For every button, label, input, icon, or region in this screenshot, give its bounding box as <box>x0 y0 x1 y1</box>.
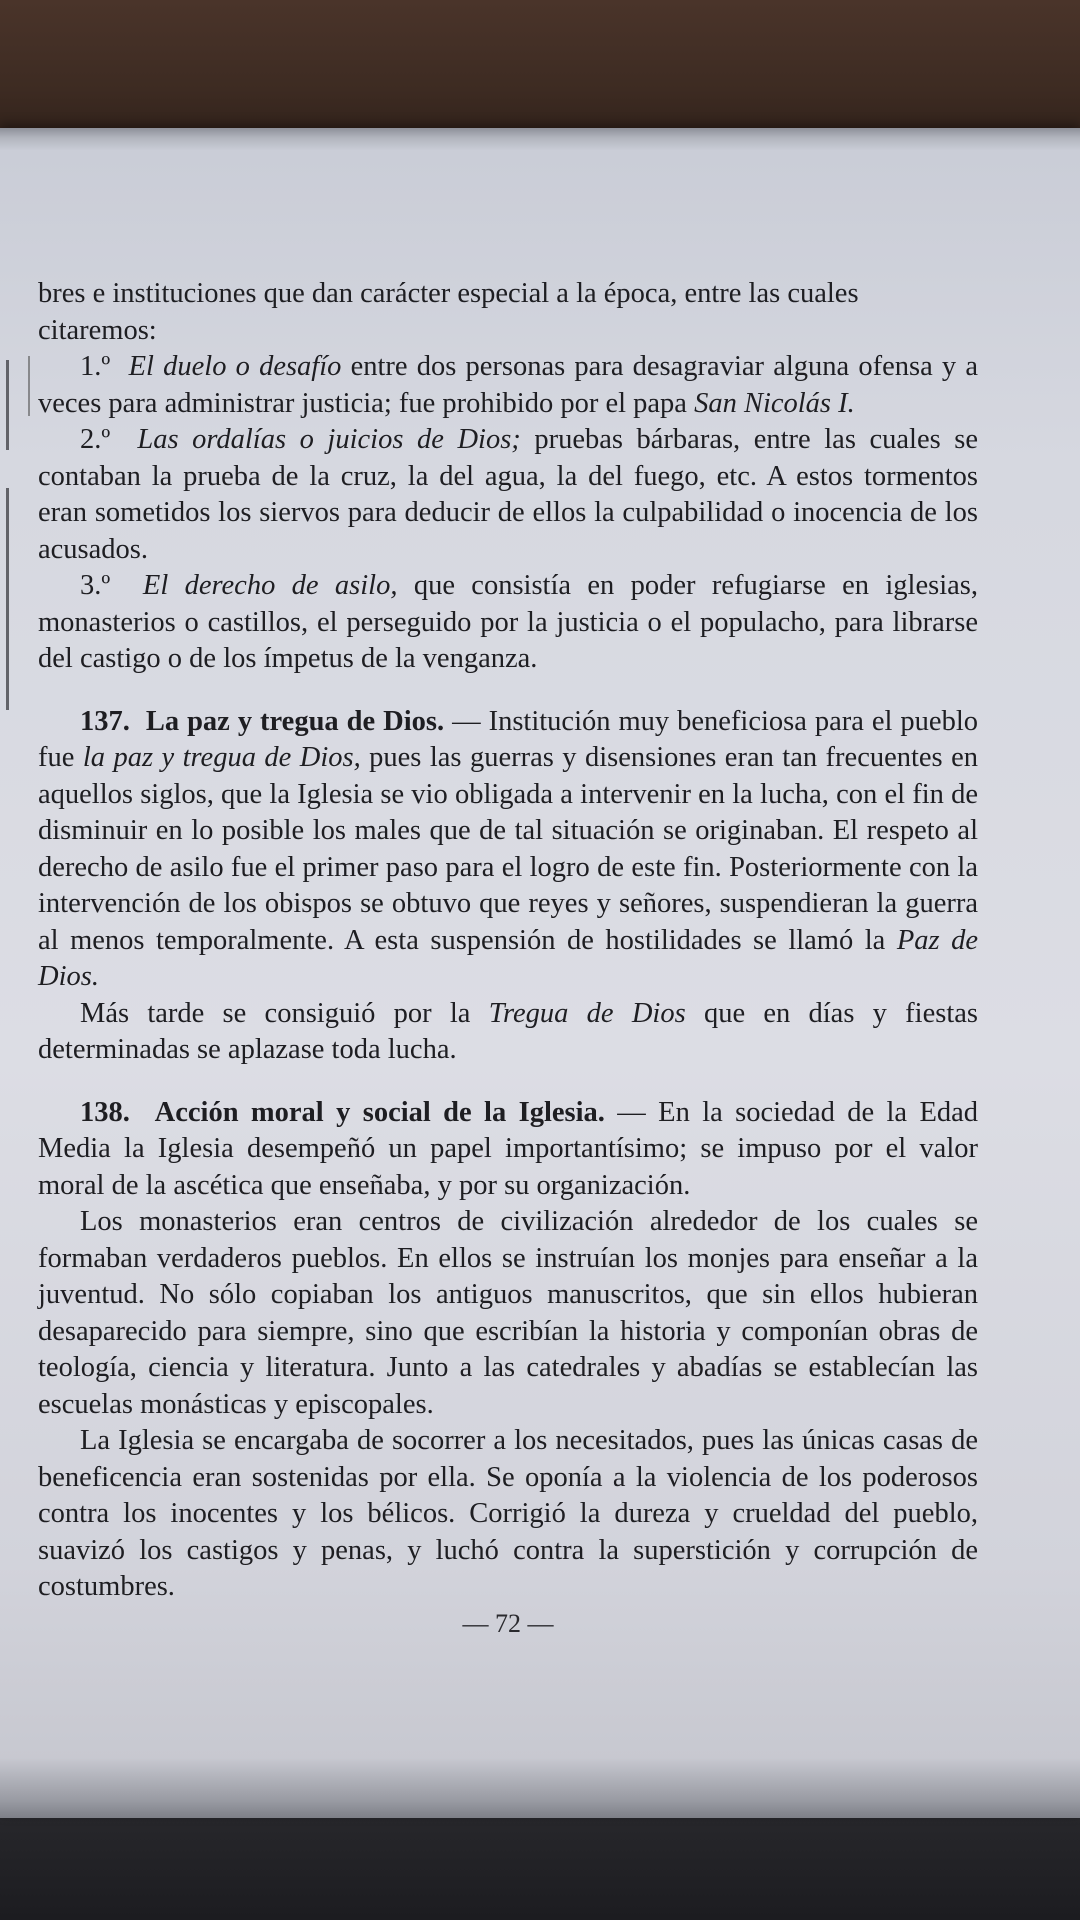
margin-pencil-mark <box>28 356 30 416</box>
margin-pencil-mark <box>6 360 9 450</box>
section-number: 137. <box>80 705 130 737</box>
section-137-paragraph: Más tarde se consiguió por la Tregua de Dios que en días y fiestas determinadas se aplazase toda lucha. <box>38 997 978 1065</box>
page-bottom-edge <box>0 1758 1080 1818</box>
section-138-paragraph: 138. Acción moral y social de la Iglesia. — En la sociedad de la Edad Media la Iglesia desempeñó un papel importantísimo; se impuso por el valor moral de la ascética que enseñaba, y por su organización. <box>38 1096 979 1201</box>
section-number: 138. <box>80 1096 130 1128</box>
list-item: 3.º El derecho de asilo, que consistía en poder refugiarse en iglesias, monasterios o castillos, el perseguido por la justicia o el populacho, para librarse del castigo o de los ímpetus de la venganza. <box>38 570 979 674</box>
section-title: La paz y tregua de Dios. <box>145 705 445 737</box>
page-top-edge <box>0 128 1080 150</box>
page-text <box>38 276 978 1642</box>
section-title: Acción moral y social de la Iglesia. <box>154 1096 605 1128</box>
intro-line: bres e instituciones que dan carácter especial a la época, entre las cuales <box>38 278 859 309</box>
section-138-paragraph: La Iglesia se encargaba de socorrer a los necesitados, pues las únicas casas de beneficencia eran sostenidas por ella. Se oponía a la violencia de los poderosos contra los inocentes y los bélicos. Corrigió la dureza y crueldad del pueblo, suavizó los castigos y penas, y luchó contra la superstición y corrupción de costumbres. <box>38 1425 978 1602</box>
list-item: 2.º Las ordalías o juicios de Dios; pruebas bárbaras, entre las cuales se contaban la prueba de la cruz, la del agua, la del fuego, etc. A estos tormentos eran sometidos los siervos para deducir de ellos la culpabilidad o inocencia de los acusados. <box>38 424 978 565</box>
section-137-paragraph: 137. La paz y tregua de Dios. — Institución muy beneficiosa para el pueblo fue la paz y tregua de Dios, pues las guerras y disensiones eran tan frecuentes en aquellos siglos, que la Iglesia se vio obligada a intervenir en la lucha, con el fin de disminuir en lo posible los males que de tal situación se originaban. El respeto al derecho de asilo fue el primer paso para el logro de este fin. Posteriormente con la intervención de los obispos se obtuvo que reyes y señores, suspendieran la guerra al menos temporalmente. A esta suspensión de hostilidades se llamó la Paz de Dios. <box>38 705 979 992</box>
list-item: 1.º El duelo o desafío entre dos personas para desagraviar alguna ofensa y a veces para administrar justicia; fue prohibido por el papa San Nicolás I. <box>38 351 979 419</box>
margin-pencil-mark <box>6 488 9 710</box>
book-page <box>0 128 1080 1818</box>
section-138-paragraph: Los monasterios eran centros de civilización alrededor de los cuales se formaban verdaderos pueblos. En ellos se instruían los monjes para enseñar a la juventud. No sólo copiaban los antiguos manuscritos, que sin ellos hubieran desaparecido para siempre, sino que escribían la historia y componían obras de teología, ciencia y literatura. Junto a las catedrales y abadías se establecían las escuelas monásticas y episcopales. <box>38 1206 978 1420</box>
page-number: — 72 — <box>462 1608 554 1638</box>
intro-line: citaremos: <box>38 314 157 346</box>
